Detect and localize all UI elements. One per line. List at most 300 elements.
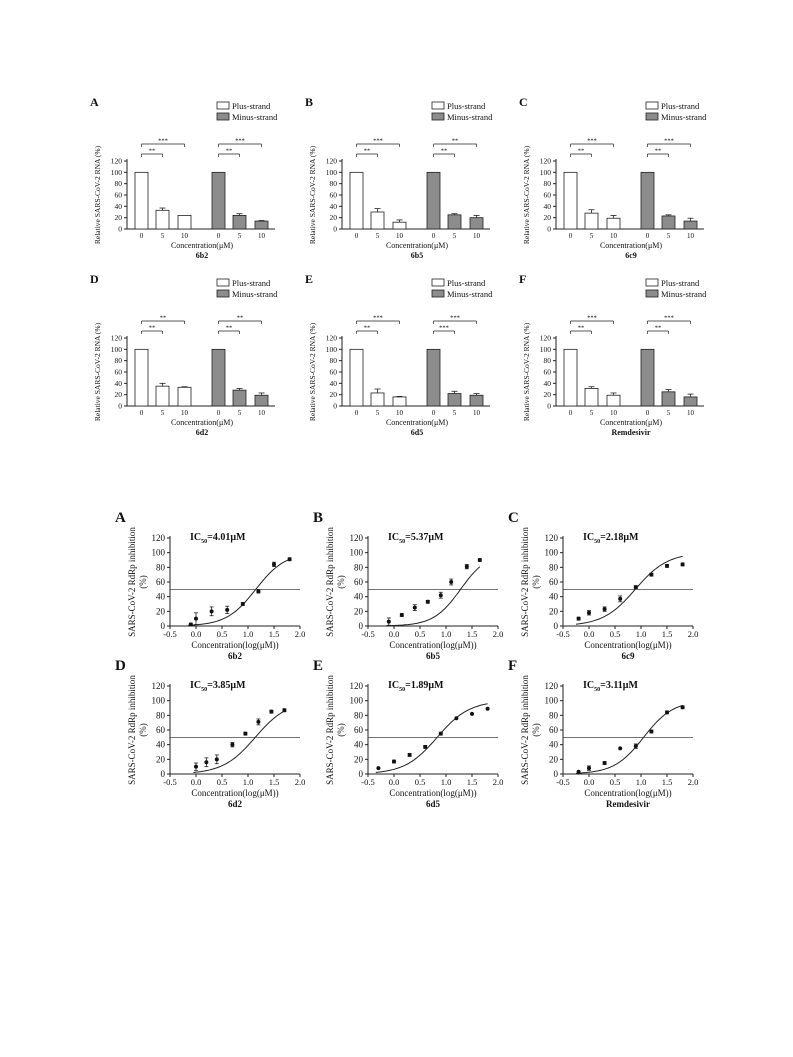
plus-sig-label: ***: [158, 137, 168, 145]
x-tick-label: 0.5: [216, 777, 228, 787]
plus-bar: [564, 349, 577, 406]
minus-bar: [641, 172, 654, 229]
y-tick-label: 40: [543, 201, 551, 211]
panel-letter: E: [313, 658, 324, 674]
y-tick-label: 40: [114, 201, 122, 211]
legend-minus-swatch: [646, 290, 658, 297]
plus-sig-label: **: [159, 314, 167, 322]
y-tick-label: 120: [151, 681, 165, 691]
data-point: [665, 710, 669, 714]
data-point: [587, 611, 591, 615]
y-tick-label: 40: [329, 201, 337, 211]
panel-letter: F: [508, 658, 518, 674]
compound-label: 6b5: [425, 651, 441, 661]
x-tick-label: 10: [473, 409, 480, 417]
plus-sig-label: **: [577, 324, 585, 332]
y-tick-label: 20: [156, 606, 165, 617]
y-tick-label: 0: [333, 224, 337, 234]
dose-panel-D: [115, 658, 305, 809]
minus-bar: [684, 221, 697, 229]
y-tick-label: 80: [329, 356, 337, 366]
data-point: [204, 760, 208, 764]
bar-panel-B: [305, 95, 493, 260]
data-point: [243, 732, 247, 736]
plus-bar: [585, 213, 598, 229]
legend-minus-label: Minus-strand: [447, 112, 493, 122]
x-tick-label: 2.0: [294, 629, 306, 639]
legend-plus-swatch: [432, 102, 444, 109]
data-point: [587, 766, 591, 770]
legend-minus-swatch: [217, 290, 229, 297]
y-tick-label: 100: [151, 547, 165, 558]
y-tick-label: 100: [325, 167, 337, 177]
compound-label: 6c9: [625, 251, 637, 260]
plus-sig-label: ***: [587, 137, 597, 145]
x-tick-label: 0.5: [609, 777, 621, 787]
y-axis-label-line1: SARS-CoV-2 RdRp inhibition: [325, 527, 335, 637]
x-tick-label: 10: [258, 232, 265, 240]
legend-plus-label: Plus-strand: [232, 101, 271, 111]
dose-panel-E: [313, 658, 503, 809]
data-point: [465, 565, 469, 569]
y-tick-label: 0: [553, 769, 558, 779]
y-tick-label: 120: [539, 333, 551, 343]
x-tick-label: 0: [354, 232, 359, 240]
fit-curve: [576, 706, 683, 774]
y-tick-label: 40: [114, 378, 122, 388]
x-tick-label: 0: [216, 409, 221, 417]
y-axis-label: Relative SARS-CoV-2 RNA (%): [308, 145, 317, 245]
minus-bar: [448, 215, 461, 229]
x-tick-label: 1.0: [440, 629, 452, 639]
x-tick-label: 5: [237, 232, 242, 240]
ic50-label: [190, 532, 246, 545]
y-tick-label: 0: [553, 621, 558, 631]
plus-bar: [135, 349, 148, 406]
x-tick-label: 0.0: [583, 777, 595, 787]
y-tick-label: 80: [549, 710, 558, 721]
plus-bar: [178, 387, 191, 406]
x-tick-label: 5: [160, 409, 165, 417]
data-point: [486, 707, 490, 711]
legend-minus-swatch: [646, 113, 658, 120]
panel-letter: C: [508, 510, 519, 526]
data-point: [413, 606, 417, 610]
x-tick-label: -0.5: [361, 777, 375, 787]
plus-bar: [585, 388, 598, 406]
data-point: [454, 716, 458, 720]
y-tick-label: 40: [354, 591, 363, 602]
x-tick-label: 1.5: [268, 777, 280, 787]
y-tick-label: 60: [543, 190, 551, 200]
data-point: [210, 609, 214, 613]
y-axis-label: Relative SARS-CoV-2 RNA (%): [93, 145, 102, 245]
y-tick-label: 40: [549, 739, 558, 750]
y-tick-label: 0: [547, 224, 551, 234]
y-tick-label: 80: [354, 710, 363, 721]
x-tick-label: 0.5: [216, 629, 228, 639]
y-tick-label: 60: [549, 725, 558, 735]
x-tick-label: 10: [396, 232, 403, 240]
y-tick-label: 80: [543, 356, 551, 366]
y-axis-label-line1: SARS-CoV-2 RdRp inhibition: [325, 675, 335, 785]
y-tick-label: 120: [110, 333, 122, 343]
y-tick-label: 120: [539, 156, 551, 166]
y-tick-label: 100: [110, 167, 122, 177]
plus-bar: [371, 393, 384, 406]
x-tick-label: 1.0: [242, 777, 254, 787]
ic50-value: =5.37μM: [405, 532, 444, 543]
y-tick-label: 60: [114, 367, 122, 377]
ic50-prefix: IC: [388, 532, 400, 543]
plus-sig-label: ***: [373, 314, 383, 322]
y-tick-label: 80: [549, 562, 558, 573]
y-tick-label: 20: [354, 606, 363, 617]
minus-bar: [662, 216, 675, 229]
data-point: [194, 765, 198, 769]
x-tick-label: 2.0: [687, 629, 699, 639]
ic50-value: =3.11μM: [600, 680, 638, 691]
panel-letter: B: [305, 95, 314, 109]
y-axis-label-line2: (%): [336, 575, 346, 589]
legend-plus-swatch: [217, 279, 229, 286]
minus-sig-label: **: [236, 314, 244, 322]
x-tick-label: 10: [258, 409, 265, 417]
y-tick-label: 100: [539, 167, 551, 177]
x-tick-label: 0: [568, 409, 573, 417]
data-point: [577, 770, 581, 774]
x-tick-label: 5: [237, 409, 242, 417]
plus-bar: [393, 397, 406, 406]
y-tick-label: 20: [543, 390, 551, 400]
y-tick-label: 80: [114, 179, 122, 189]
minus-bar: [427, 172, 440, 229]
y-tick-label: 120: [349, 681, 363, 691]
x-tick-label: 10: [687, 232, 694, 240]
x-tick-label: 2.0: [687, 777, 699, 787]
y-tick-label: 100: [539, 344, 551, 354]
x-tick-label: 0: [216, 232, 221, 240]
y-tick-label: 100: [349, 547, 363, 558]
x-tick-label: 0: [431, 232, 436, 240]
legend-plus-label: Plus-strand: [232, 278, 271, 288]
dose-panel-F: [508, 658, 698, 809]
y-axis-label-line1: SARS-CoV-2 RdRp inhibition: [520, 527, 530, 637]
y-axis-label: Relative SARS-CoV-2 RNA (%): [522, 145, 531, 245]
x-tick-label: 10: [610, 409, 617, 417]
y-tick-label: 100: [151, 695, 165, 706]
legend-minus-label: Minus-strand: [232, 289, 278, 299]
y-tick-label: 20: [354, 754, 363, 765]
x-axis-label: Concentration(log(μM)): [191, 640, 279, 650]
panel-letter: F: [519, 272, 527, 286]
x-tick-label: -0.5: [361, 629, 375, 639]
y-tick-label: 0: [160, 769, 165, 779]
data-point: [225, 608, 229, 612]
x-tick-label: 2.0: [294, 777, 306, 787]
x-tick-label: 0.5: [414, 777, 426, 787]
bar-panel-C: [519, 95, 707, 260]
plus-sig-label: **: [363, 147, 371, 155]
ic50-label: [388, 532, 444, 545]
data-point: [423, 745, 427, 749]
minus-bar: [470, 218, 483, 229]
data-point: [603, 761, 607, 765]
x-tick-label: 0: [645, 232, 650, 240]
plus-bar: [178, 215, 191, 229]
legend-minus-swatch: [432, 290, 444, 297]
minus-sig-label: **: [440, 147, 448, 155]
ic50-sub: 50: [399, 687, 406, 693]
x-tick-label: 1.0: [635, 629, 647, 639]
data-point: [618, 597, 622, 601]
legend-plus-swatch: [432, 279, 444, 286]
y-tick-label: 100: [544, 695, 558, 706]
plus-sig-label: **: [148, 324, 156, 332]
ic50-sub: 50: [201, 687, 208, 693]
x-axis-label: Concentration(μM): [599, 418, 663, 427]
x-tick-label: 0: [645, 409, 650, 417]
y-axis-label-line2: (%): [531, 723, 541, 737]
y-tick-label: 60: [354, 725, 363, 735]
y-tick-label: 120: [544, 681, 558, 691]
x-tick-label: 0.0: [190, 777, 202, 787]
y-tick-label: 20: [114, 390, 122, 400]
ic50-prefix: IC: [583, 532, 595, 543]
ic50-label: [583, 680, 638, 693]
ic50-label: [388, 680, 444, 693]
plus-bar: [607, 395, 620, 406]
y-tick-label: 0: [358, 769, 363, 779]
minus-sig-label: **: [451, 137, 459, 145]
panel-letter: B: [313, 510, 324, 526]
x-axis-label: Concentration(log(μM)): [584, 788, 672, 798]
y-tick-label: 120: [325, 156, 337, 166]
data-point: [470, 712, 474, 716]
x-tick-label: 0: [139, 409, 144, 417]
plus-sig-label: ***: [373, 137, 383, 145]
minus-bar: [212, 172, 225, 229]
x-tick-label: 5: [452, 232, 457, 240]
x-tick-label: 0.5: [609, 629, 621, 639]
x-axis-label: Concentration(μM): [385, 418, 449, 427]
data-point: [649, 573, 653, 577]
x-axis-label: Concentration(log(μM)): [389, 788, 477, 798]
y-tick-label: 60: [156, 577, 165, 587]
data-point: [408, 753, 412, 757]
x-tick-label: 1.0: [242, 629, 254, 639]
y-tick-label: 40: [549, 591, 558, 602]
legend-plus-swatch: [646, 279, 658, 286]
minus-bar: [233, 390, 246, 406]
y-tick-label: 60: [156, 725, 165, 735]
y-tick-label: 40: [156, 739, 165, 750]
ic50-prefix: IC: [583, 680, 595, 691]
x-axis-label: Concentration(log(μM)): [191, 788, 279, 798]
x-tick-label: 5: [160, 232, 165, 240]
x-axis-label: Concentration(μM): [170, 241, 234, 250]
x-tick-label: 0: [139, 232, 144, 240]
x-tick-label: 5: [666, 232, 671, 240]
minus-bar: [641, 349, 654, 406]
data-point: [577, 617, 581, 621]
ic50-sub: 50: [594, 687, 601, 693]
legend-minus-label: Minus-strand: [661, 289, 707, 299]
data-point: [387, 620, 391, 624]
legend-plus-label: Plus-strand: [447, 101, 486, 111]
legend-minus-swatch: [217, 113, 229, 120]
y-tick-label: 40: [354, 739, 363, 750]
dose-panel-A: [115, 510, 305, 661]
data-point: [634, 585, 638, 589]
y-axis-label-line1: SARS-CoV-2 RdRp inhibition: [127, 527, 137, 637]
ic50-value: =4.01μM: [207, 532, 246, 543]
x-tick-label: 10: [610, 232, 617, 240]
legend-minus-label: Minus-strand: [232, 112, 278, 122]
data-point: [681, 705, 685, 709]
y-tick-label: 60: [549, 577, 558, 587]
data-point: [439, 732, 443, 736]
dose-panel-C: [508, 510, 698, 661]
data-point: [439, 593, 443, 597]
data-point: [449, 580, 453, 584]
x-tick-label: 10: [473, 232, 480, 240]
x-tick-label: -0.5: [163, 777, 177, 787]
bar-panel-F: [519, 272, 707, 437]
y-tick-label: 0: [118, 401, 122, 411]
x-tick-label: 10: [396, 409, 403, 417]
ic50-label: [190, 680, 246, 693]
minus-bar: [255, 395, 268, 406]
x-tick-label: 0: [354, 409, 359, 417]
plus-bar: [393, 222, 406, 229]
minus-bar: [684, 397, 697, 406]
compound-label: 6d5: [410, 428, 424, 437]
y-tick-label: 40: [156, 591, 165, 602]
dose-panel-B: [313, 510, 503, 661]
legend-plus-swatch: [217, 102, 229, 109]
y-tick-label: 20: [543, 213, 551, 223]
data-point: [376, 766, 380, 770]
data-point: [426, 600, 430, 604]
compound-label: 6d2: [195, 428, 209, 437]
x-tick-label: 1.5: [661, 777, 673, 787]
y-axis-label: Relative SARS-CoV-2 RNA (%): [308, 322, 317, 422]
plus-bar: [607, 218, 620, 229]
y-tick-label: 20: [329, 390, 337, 400]
x-tick-label: -0.5: [556, 777, 570, 787]
y-tick-label: 0: [358, 621, 363, 631]
y-axis-label-line2: (%): [138, 575, 148, 589]
y-tick-label: 20: [329, 213, 337, 223]
y-tick-label: 100: [325, 344, 337, 354]
compound-label: 6d5: [425, 799, 441, 809]
plus-bar: [156, 210, 169, 229]
ic50-value: =3.85μM: [207, 680, 246, 691]
y-tick-label: 120: [349, 533, 363, 543]
compound-label: 6b5: [410, 251, 424, 260]
data-point: [400, 613, 404, 617]
x-tick-label: 1.5: [268, 629, 280, 639]
data-point: [272, 562, 276, 566]
data-point: [256, 590, 260, 594]
minus-sig-label: ***: [439, 324, 449, 332]
x-axis-label: Concentration(μM): [385, 241, 449, 250]
minus-sig-label: **: [654, 324, 662, 332]
y-tick-label: 80: [329, 179, 337, 189]
plus-sig-label: ***: [587, 314, 597, 322]
y-axis-label-line1: SARS-CoV-2 RdRp inhibition: [127, 675, 137, 785]
plus-bar: [350, 172, 363, 229]
y-tick-label: 80: [156, 710, 165, 721]
data-point: [681, 562, 685, 566]
plus-bar: [156, 386, 169, 406]
minus-bar: [662, 392, 675, 406]
y-tick-label: 40: [543, 378, 551, 388]
y-tick-label: 0: [160, 621, 165, 631]
y-axis-label: Relative SARS-CoV-2 RNA (%): [522, 322, 531, 422]
legend-minus-swatch: [432, 113, 444, 120]
legend-minus-label: Minus-strand: [661, 112, 707, 122]
y-axis-label: Relative SARS-CoV-2 RNA (%): [93, 322, 102, 422]
x-tick-label: 10: [181, 409, 188, 417]
minus-bar: [448, 394, 461, 406]
x-tick-label: 1.5: [466, 629, 478, 639]
x-tick-label: 0: [568, 232, 573, 240]
y-tick-label: 120: [544, 533, 558, 543]
x-tick-label: 5: [452, 409, 457, 417]
panel-letter: E: [305, 272, 314, 286]
ic50-sub: 50: [201, 539, 208, 545]
compound-label: 6c9: [621, 651, 635, 661]
y-axis-label-line2: (%): [531, 575, 541, 589]
data-point: [189, 623, 193, 627]
minus-bar: [233, 215, 246, 229]
data-point: [256, 720, 260, 724]
minus-bar: [470, 395, 483, 406]
data-point: [194, 617, 198, 621]
y-tick-label: 120: [325, 333, 337, 343]
y-axis-label-line1: SARS-CoV-2 RdRp inhibition: [520, 675, 530, 785]
data-point: [665, 564, 669, 568]
compound-label: 6d2: [227, 799, 243, 809]
data-point: [618, 746, 622, 750]
minus-sig-label: **: [225, 324, 233, 332]
x-tick-label: 0.5: [414, 629, 426, 639]
minus-sig-label: **: [654, 147, 662, 155]
data-point: [241, 602, 245, 606]
x-axis-label: Concentration(log(μM)): [389, 640, 477, 650]
y-tick-label: 60: [543, 367, 551, 377]
plus-sig-label: **: [363, 324, 371, 332]
ic50-prefix: IC: [388, 680, 400, 691]
x-tick-label: 0: [431, 409, 436, 417]
ic50-sub: 50: [399, 539, 406, 545]
plus-sig-label: **: [148, 147, 156, 155]
panel-letter: D: [115, 658, 126, 674]
panel-letter: C: [519, 95, 528, 109]
x-axis-label: Concentration(μM): [170, 418, 234, 427]
data-point: [269, 710, 273, 714]
x-tick-label: 2.0: [492, 777, 504, 787]
y-tick-label: 100: [349, 695, 363, 706]
x-tick-label: 5: [666, 409, 671, 417]
data-point: [282, 708, 286, 712]
y-axis-label-line2: (%): [336, 723, 346, 737]
ic50-label: [583, 532, 639, 545]
x-tick-label: 5: [589, 232, 594, 240]
y-tick-label: 60: [329, 367, 337, 377]
